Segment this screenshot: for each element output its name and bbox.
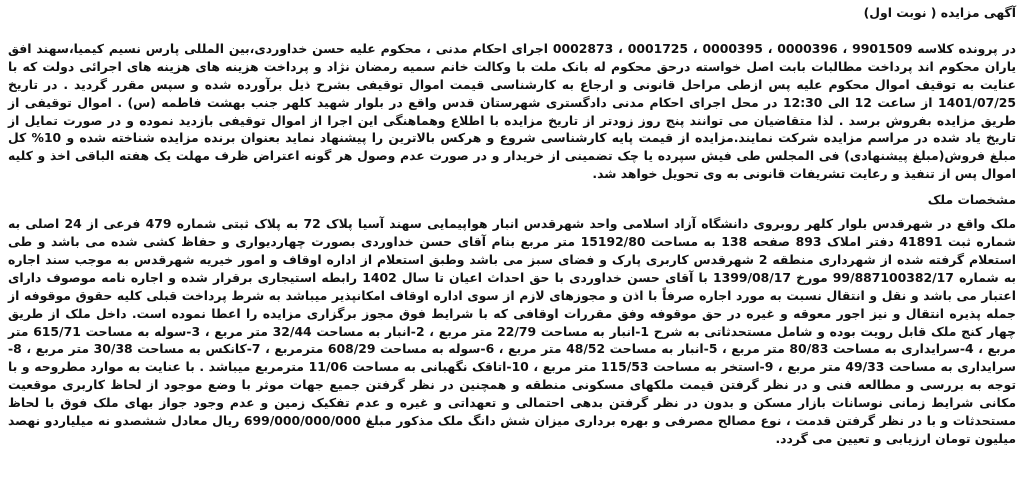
notice-intro-paragraph: در پرونده کلاسه 9901509 ، 0000396 ، 0000395 ، 0001725 ، 0002873 اجرای احکام مدنی ، محکوم علیه حسن خداوردی،بین المللی پارس نسیم کیمیا،سهند افق یاران محکوم اند پرداخت مطالبات بابت اصل خواسته درحق محکوم له بانک ملت با وکالت خانم سمیه رمضان نژاد و پرداخت هزینه های هزینه های اجرائی دولت که با عنایت به توقیف اموال محکوم علیه پس ازطی مراحل قانونی و ارجاع به کارشناسی قیمت اموال توقیفی بشرح ذیل برآورده شده و سپس مقرر گردید . در تاریخ 1401/07/25 از ساعت 12 الی 12:30 در محل اجرای احکام مدنی دادگستری شهرستان قدس واقع در بلوار شهید کلهر جنب بهشت فاطمه (س) . اموال توقیفی از طریق مزایده بفروش برسد . لذا متقاضیان می توانند پنج روز زودتر از تاریخ مزایده با اطلاع وهماهنگی این اجرا از اموال توقیفی بازدید نموده و در صورت تمایل از تاریخ یاد شده در مراسم مزایده شرکت نمایند.مزایده از قیمت پایه کارشناسی شروع و هرکس بالاترین را پیشنهاد نماید بعنوان برنده مزایده شناخته شده و 10% کل مبلغ فروش(مبلغ پیشنهادی) فی المجلس طی فیش سپرده یا چک تضمینی از خریدار و در صورت عدم وصول هر گونه اعتراض ظرف مهلت یک هفته الباقی اخذ و کلیه اموال پس از تنفیذ و رعایت تشریفات قانونی به وی تحویل خواهد شد. <box>8 40 1017 182</box>
property-section-title: مشخصات ملک <box>927 192 1016 208</box>
notice-title: آگهی مزایده ( نوبت اول) <box>863 5 1016 20</box>
property-details-paragraph: ملک واقع در شهرقدس بلوار کلهر روبروی دانشگاه آزاد اسلامی واحد شهرقدس انبار هواپیمایی سهند آسیا پلاک 72 به پلاک ثبتی شماره 479 فرعی از 24 اصلی به شماره ثبت 41891 دفتر املاک 893 صفحه 138 به مساحت 15192/80 متر مربع بنام آقای حسن خداوردی بصورت چهاردیواری و حفاظ کشی شده می باشد و طی استعلام گرفته شده از شهرداری منطقه 2 شهرقدس کاربری پارک و فضای سبز می باشد وطبق استعلام از اداره اوقاف و امور خیریه شهرقدس به موجب سند اجاره به شماره 99/887100382/17 مورخ 1399/08/17 با آقای حسن خداوردی با حق احداث اعیان تا سال 1402 رابطه استیجاری برقرار شده و اجاره نامه موصوف دارای اعتبار می باشد و نقل و انتقال نسبت به مورد اجاره صرفاً با اذن و مجوزهای لازم از سوی اداره اوقاف امکانپذیر میباشد به شرط پرداخت قبلی کلیه حقوق موقوفه از جمله پذیره انتقال و نیز اجور معوقه و غیره در حق موقوفه وفق مقررات اوقافی که با شرایط فوق مجوز برگزاری مزایده را اعطا نموده است. داخل ملک از طریق چهار کنج ملک قابل رویت بوده و شامل مستحدثاتی به شرح 1-انبار به مساحت 22/79 متر مربع ، 2-انبار به مساحت 32/44 متر مربع ، 3-سوله به مساحت 615/71 متر مربع ، 4-سرایداری به مساحت 80/83 متر مربع ، 5-انبار به مساحت 48/52 متر مربع ، 6-سوله به مساحت 608/29 مترمربع ، 7-کانکس به مساحت 30/38 متر مربع ، 8-سرایداری به مساحت 49/33 متر مربع ، 9-استخر به مساحت 115/53 متر مربع ، 10-اتاقک نگهبانی به مساحت 11/06 مترمربع میباشد . با عنایت به موارد مطروحه و با توجه به بررسی و مطالعه فنی و در نظر گرفتن قیمت ملکهای مسکونی منطقه و همچنین در نظر گرفتن جمیع جهات موثر با وضع موجود از لحاظ کاربری موقعیت مکانی شرایط زمانی نوسانات بازار مسکن و بدون در نظر گرفتن بدهی احتمالی و تعهداتی و غیره و عدم تفکیک زمین و عدم وجود جواز بهای ملک فوق با لحاظ مستحدثات و با در نظر گرفتن قدمت ، نوع مصالح مصرفی و بهره برداری میزان شش دانگ ملک مذکور مبلغ 699/000/000/000 ریال معادل ششصدو نه میلیاردو نهصد میلیون تومان ارزیابی و تعیین می گردد. <box>8 216 1017 446</box>
